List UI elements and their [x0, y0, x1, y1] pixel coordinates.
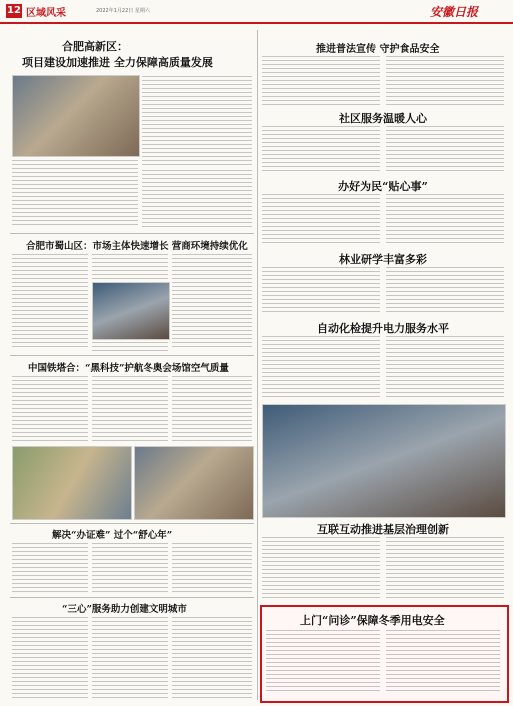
shushan-photo — [92, 282, 170, 340]
tieta-headline: 中国铁塔合：“黑科技”护航冬奥会场馆空气质量 — [28, 363, 229, 374]
banshi-body-1 — [12, 543, 88, 593]
zidong-photo — [262, 404, 506, 518]
banshi2-body-1 — [262, 194, 380, 246]
hefei-body-text-3 — [142, 170, 252, 228]
hulian-body-1 — [262, 537, 380, 601]
sanxin-body-2 — [92, 617, 168, 699]
zidong-body-2 — [386, 336, 504, 400]
hefei-headline-a: 合肥高新区： — [62, 40, 128, 53]
zidong-body-1 — [262, 336, 380, 400]
shequ-headline: 社区服务温暖人心 — [339, 112, 427, 125]
tieta-body-2 — [92, 376, 168, 442]
masthead-logo: 安徽日报 — [430, 5, 479, 19]
divider — [10, 233, 254, 234]
column-divider — [257, 30, 258, 700]
tieta-photo-2 — [134, 446, 254, 520]
section-title: 区域风采 — [26, 8, 66, 19]
banshi2-body-2 — [386, 194, 504, 246]
divider — [10, 597, 254, 598]
banshi2-headline: 办好为民“贴心事” — [338, 180, 428, 193]
linye-headline: 林业研学丰富多彩 — [339, 253, 427, 266]
sanxin-body-1 — [12, 617, 88, 699]
right-top-headline: 推进普法宣传 守护食品安全 — [316, 44, 440, 55]
shushan-caption — [92, 342, 168, 352]
tieta-photo-1 — [12, 446, 132, 520]
hefei-body-text — [142, 76, 252, 166]
zidong-headline: 自动化检提升电力服务水平 — [317, 322, 449, 335]
issue-date: 2022年1月22日 星期六 — [96, 8, 150, 14]
banshi-body-2 — [92, 543, 168, 593]
sanxin-headline: “三心”服务助力创建文明城市 — [62, 604, 187, 615]
shushan-body-2 — [92, 254, 168, 280]
divider — [10, 523, 254, 524]
banshi-headline: 解决“办证难” 过个“舒心年” — [52, 530, 173, 541]
shequ-body-2 — [386, 126, 504, 174]
tieta-body-1 — [12, 376, 88, 442]
hefei-headline-b: 项目建设加速推进 全力保障高质量发展 — [22, 56, 213, 69]
right-top-body-2 — [386, 56, 504, 106]
wenyan-headline: 上门“问诊”保障冬季用电安全 — [300, 614, 445, 627]
linye-body-2 — [386, 267, 504, 315]
tieta-body-3 — [172, 376, 252, 442]
shushan-headline: 合肥市蜀山区：市场主体快速增长 营商环境持续优化 — [26, 241, 248, 252]
hulian-body-2 — [386, 537, 504, 601]
divider — [10, 355, 254, 356]
page-number: 12 — [7, 5, 21, 16]
right-top-body-1 — [262, 56, 380, 106]
wenyan-body-1 — [266, 630, 380, 694]
hulian-headline: 互联互动推进基层治理创新 — [317, 523, 449, 536]
shushan-body-1 — [12, 254, 88, 350]
banshi-body-3 — [172, 543, 252, 593]
shushan-body-3 — [172, 254, 252, 350]
wenyan-body-2 — [386, 630, 500, 694]
hefei-photo — [12, 75, 140, 157]
linye-body-1 — [262, 267, 380, 315]
shequ-body-1 — [262, 126, 380, 174]
sanxin-body-3 — [172, 617, 252, 699]
hefei-body-text-2 — [12, 160, 138, 228]
